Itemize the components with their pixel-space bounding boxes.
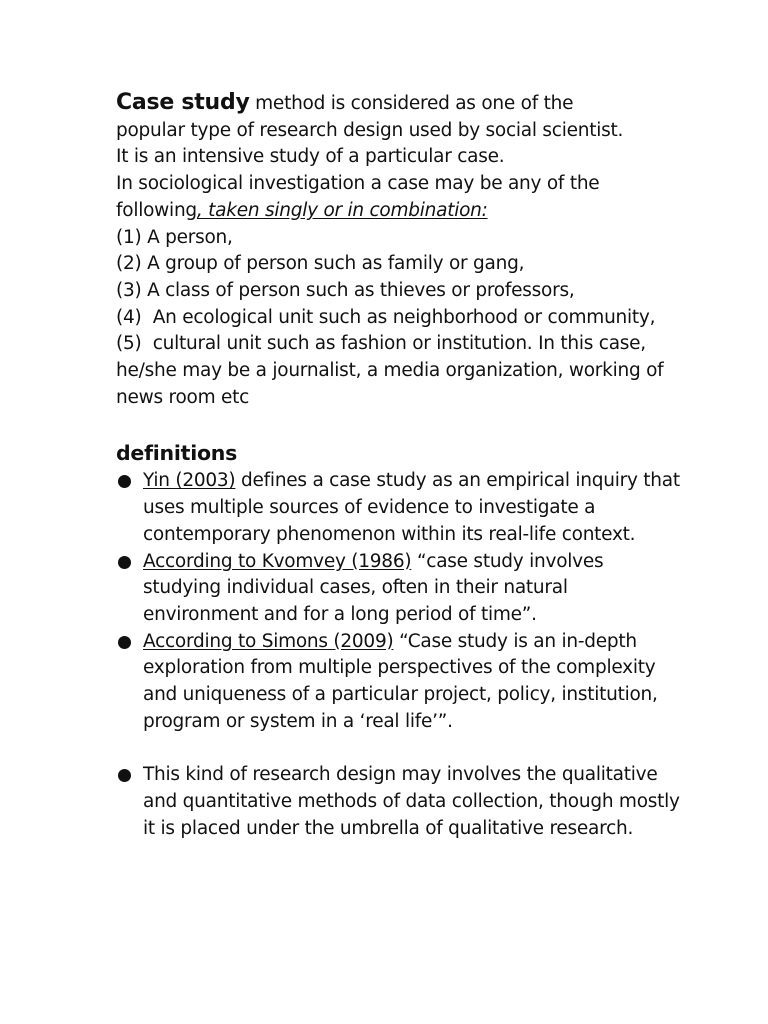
definition-item-kvomvey [116, 549, 686, 629]
bullet-icon [118, 475, 131, 488]
bullet-icon [118, 769, 131, 782]
case-item-2: (2) A group of person such as family or gang, [116, 253, 525, 275]
definition-text-yin: defines a case study as an empirical inquiry that uses multiple sources of evidence to investigate a contemporary phenomenon within its real-life context. [143, 470, 680, 545]
intro-line-3: It is an intensive study of a particular case. [116, 146, 505, 168]
definition-ref-yin: Yin (2003) [143, 470, 236, 492]
intro-paragraph [116, 90, 686, 411]
intro-line-5-start: following [116, 199, 197, 221]
definition-text-simons: “Case study is an in-depth exploration from multiple perspectives of the complexity and uniqueness of a particular project, policy, institution, program or system in a ‘real life’”. [143, 630, 658, 732]
intro-line-5 [116, 198, 686, 225]
case-study-term: Case study [116, 90, 250, 115]
intro-line-1 [116, 90, 686, 118]
definition-ref-kvomvey: According to Kvomvey (1986) [143, 550, 412, 572]
intro-lead-rest: method is considered as one of the [249, 93, 574, 114]
case-item-5: (5) cultural unit such as fashion or institution. In this case, he/she may be a journalist, a media organization, working of news room etc [116, 333, 670, 408]
bullet-icon [118, 636, 131, 649]
case-item-1: (1) A person, [116, 226, 233, 248]
intro-line-2: popular type of research design used by social scientist. [116, 119, 624, 141]
definition-item-simons [116, 629, 686, 736]
definition-ref-simons: According to Simons (2009) [143, 630, 394, 652]
intro-line-4: In sociological investigation a case may be any of the [116, 173, 600, 195]
case-item-3: (3) A class of person such as thieves or professors, [116, 279, 575, 301]
definition-item-yin [116, 468, 686, 548]
definition-text-kvomvey: “case study involves studying individual cases, often in their natural environment and for a long period of time”. [143, 550, 604, 625]
definitions-list [116, 468, 686, 842]
definition-item-research-design [116, 762, 686, 842]
definitions-heading: definitions [116, 441, 238, 466]
definition-text-research-design: This kind of research design may involves the qualitative and quantitative methods of data collection, though mostly it is placed under the umbrella of qualitative research. [143, 764, 680, 839]
bullet-icon [118, 556, 131, 569]
case-item-4: (4) An ecological unit such as neighborhood or community, [116, 306, 656, 328]
intro-emphasis: , taken singly or in combination: [196, 199, 488, 221]
document-page [116, 90, 686, 843]
